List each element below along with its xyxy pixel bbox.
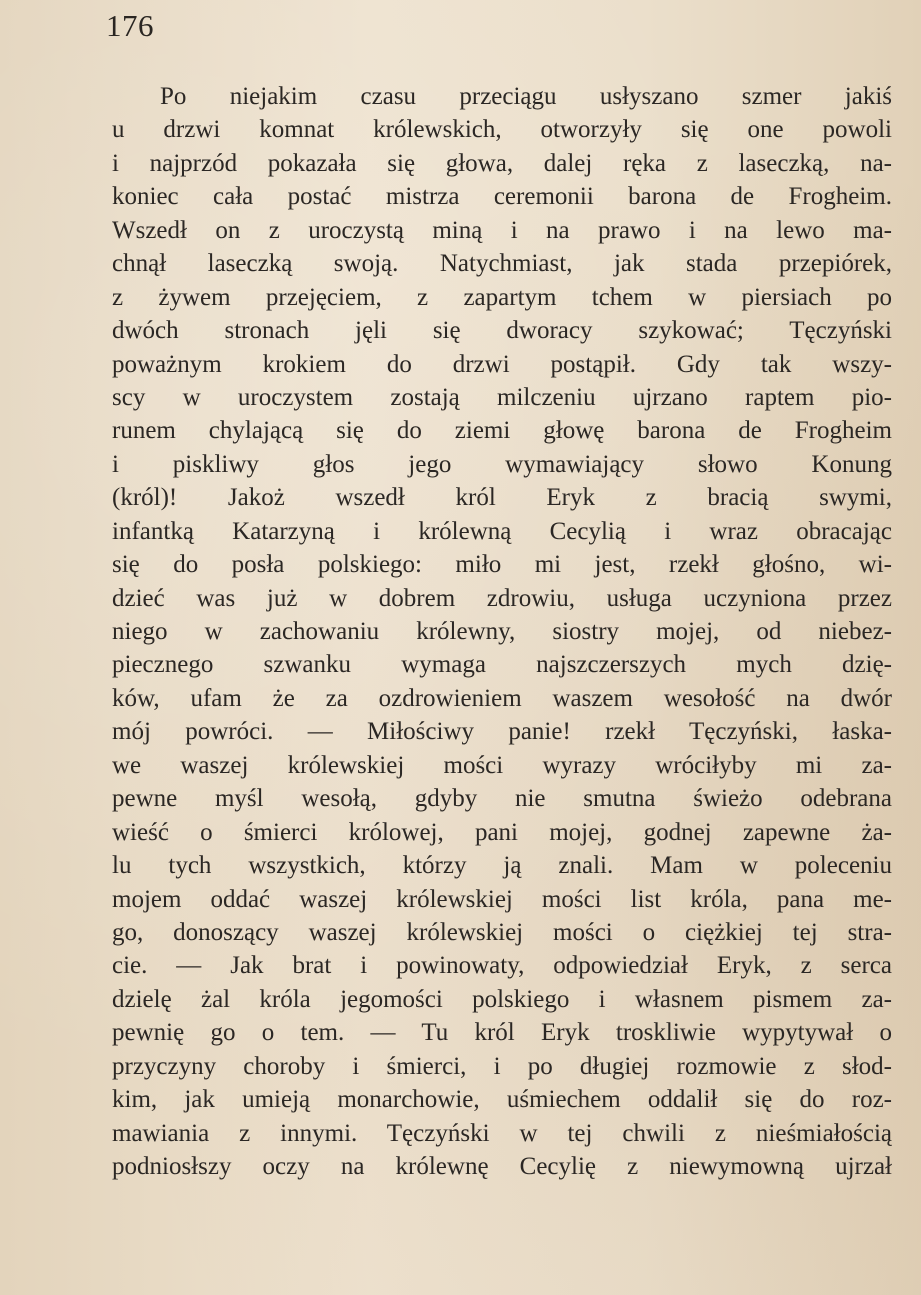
text-line: mawiania z innymi. Tęczyński w tej chwili z nieśmiałością xyxy=(112,1119,892,1147)
text-line: pewne myśl wesołą, gdyby nie smutna świeżo odebrana xyxy=(112,785,892,813)
text-line: chnął laseczką swoją. Natychmiast, jak stada przepiórek, xyxy=(112,250,892,278)
page-number: 176 xyxy=(106,8,154,43)
text-line: runem chylającą się do ziemi głowę barona de Frogheim xyxy=(112,417,892,445)
text-line: i piskliwy głos jego wymawiający słowo Konung xyxy=(112,450,892,478)
text-line: i najprzód pokazała się głowa, dalej ręka z laseczką, na- xyxy=(112,149,892,177)
text-line: kim, jak umieją monarchowie, uśmiechem oddalił się do roz- xyxy=(112,1086,892,1114)
text-line: niego w zachowaniu królewny, siostry mojej, od niebez- xyxy=(112,618,892,645)
text-line: z żywem przejęciem, z zapartym tchem w piersiach po xyxy=(112,283,892,311)
text-line: u drzwi komnat królewskich, otworzyły się one powoli xyxy=(112,116,892,144)
text-line: go, donoszący waszej królewskiej mości o ciężkiej tej stra- xyxy=(112,918,892,946)
text-line: cie. — Jak brat i powinowaty, odpowiedział Eryk, z serca xyxy=(112,952,892,980)
text-line: wieść o śmierci królowej, pani mojej, godnej zapewne ża- xyxy=(112,818,892,846)
text-line: koniec cała postać mistrza ceremonii barona de Frogheim. xyxy=(112,183,892,211)
text-line: podniosłszy oczy na królewnę Cecylię z niewymowną ujrzał xyxy=(112,1153,892,1180)
body-text xyxy=(112,80,892,1183)
text-line: Wszedł on z uroczystą miną i na prawo i na lewo ma- xyxy=(112,216,892,244)
text-line: infantką Katarzyną i królewną Cecylią i wraz obracając xyxy=(112,517,892,545)
text-line: przyczyny choroby i śmierci, i po długiej rozmowie z słod- xyxy=(112,1052,892,1080)
text-line: we waszej królewskiej mości wyrazy wróciłyby mi za- xyxy=(112,751,892,779)
text-line: dzielę żal króla jegomości polskiego i własnem pismem za- xyxy=(112,985,892,1013)
text-line: dwóch stronach jęli się dworacy szykować; Tęczyński xyxy=(112,317,892,345)
text-line: scy w uroczystem zostają milczeniu ujrzano raptem pio- xyxy=(112,383,892,411)
text-line: mojem oddać waszej królewskiej mości list króla, pana me- xyxy=(112,885,892,913)
text-line: (król)! Jakoż wszedł król Eryk z bracią swymi, xyxy=(112,484,892,512)
text-line: piecznego szwanku wymaga najszczerszych mych dzię- xyxy=(112,651,892,679)
text-line: Po niejakim czasu przeciągu usłyszano szmer jakiś xyxy=(160,83,892,110)
text-line: się do posła polskiego: miło mi jest, rzekł głośno, wi- xyxy=(112,551,892,579)
text-line: mój powróci. — Miłościwy panie! rzekł Tęczyński, łaska- xyxy=(112,718,892,746)
text-line: pewnię go o tem. — Tu król Eryk troskliwie wypytywał o xyxy=(112,1019,892,1047)
text-line: dzieć was już w dobrem zdrowiu, usługa uczyniona przez xyxy=(112,584,892,612)
text-line: poważnym krokiem do drzwi postąpił. Gdy tak wszy- xyxy=(112,350,892,378)
text-line: ków, ufam że za ozdrowieniem waszem wesołość na dwór xyxy=(112,684,892,712)
text-line: lu tych wszystkich, którzy ją znali. Mam w poleceniu xyxy=(112,852,892,880)
